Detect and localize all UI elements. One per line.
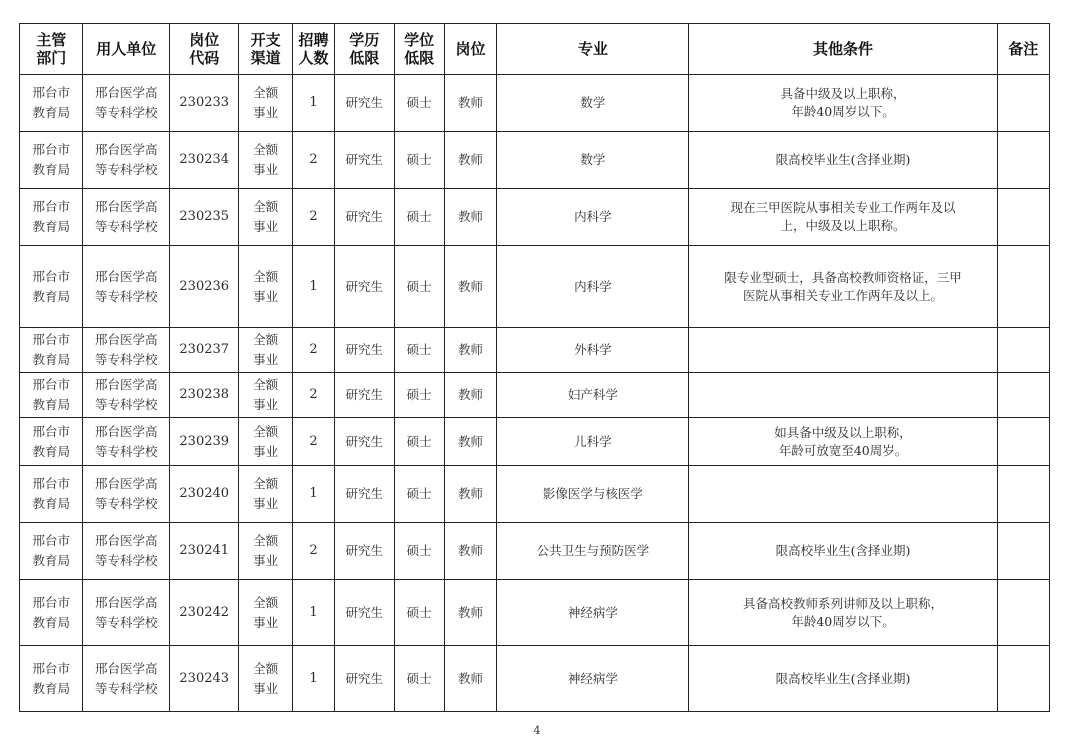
- cell-degree-text: 硕士: [406, 670, 432, 686]
- cell-code: [170, 246, 239, 328]
- cell-degree: [394, 75, 444, 132]
- cell-dept-text: 邢台市 教育局: [32, 594, 70, 630]
- cell-count: [292, 246, 334, 328]
- cell-education: [335, 418, 394, 466]
- header-count: 招聘 人数: [292, 24, 334, 75]
- cell-post-text: 教师: [457, 433, 483, 449]
- cell-dept: [20, 466, 83, 523]
- cell-channel-text: 全额 事业: [253, 199, 279, 234]
- cell-degree: [394, 246, 444, 328]
- cell-unit: [83, 328, 170, 373]
- cell-channel: [239, 246, 292, 328]
- cell-education-text: 研究生: [345, 433, 384, 449]
- cell-conditions: [689, 328, 997, 373]
- cell-remark: [997, 418, 1049, 466]
- cell-code-text: 230235: [179, 209, 230, 224]
- cell-remark: [997, 580, 1049, 646]
- cell-count: [292, 580, 334, 646]
- cell-post: [444, 373, 496, 418]
- table-row: [20, 418, 1050, 466]
- cell-major: [497, 466, 689, 523]
- table-row: [20, 246, 1050, 328]
- table-row: [20, 75, 1050, 132]
- cell-major-text: 神经病学: [567, 604, 618, 620]
- cell-education-text: 研究生: [345, 604, 384, 620]
- cell-channel: [239, 466, 292, 523]
- cell-degree-text: 硕士: [406, 278, 432, 294]
- cell-post-text: 教师: [457, 486, 483, 501]
- header-major: 专业: [497, 24, 689, 75]
- cell-count: [292, 189, 334, 246]
- cell-education-text: 研究生: [345, 209, 384, 224]
- cell-code: [170, 466, 239, 523]
- cell-dept-text: 邢台市 教育局: [32, 660, 70, 696]
- cell-degree: [394, 418, 444, 466]
- cell-dept: [20, 75, 83, 132]
- table-row: [20, 523, 1050, 580]
- cell-count: [292, 75, 334, 132]
- cell-channel: [239, 418, 292, 466]
- cell-channel: [239, 75, 292, 132]
- cell-dept-text: 邢台市 教育局: [32, 268, 70, 304]
- cell-post-text: 教师: [457, 387, 483, 402]
- cell-major-text: 儿科学: [574, 433, 612, 449]
- header-remark: 备注: [997, 24, 1049, 75]
- cell-education-text: 研究生: [345, 670, 384, 686]
- cell-channel: [239, 328, 292, 373]
- cell-dept-text: 邢台市 教育局: [32, 199, 70, 234]
- cell-dept-text: 邢台市 教育局: [32, 85, 70, 120]
- cell-count: [292, 523, 334, 580]
- cell-dept: [20, 328, 83, 373]
- cell-unit-text: 邢台医学高 等专科学校: [94, 476, 158, 511]
- cell-code-text: 230236: [179, 278, 230, 294]
- table-row: [20, 189, 1050, 246]
- cell-channel-text: 全额 事业: [253, 660, 279, 696]
- cell-major: [497, 132, 689, 189]
- cell-count: [292, 418, 334, 466]
- cell-dept-text: 邢台市 教育局: [32, 476, 70, 511]
- cell-unit: [83, 246, 170, 328]
- cell-post: [444, 132, 496, 189]
- cell-degree-text: 硕士: [406, 342, 432, 357]
- page-number: 4: [533, 724, 541, 737]
- cell-conditions: [689, 75, 997, 132]
- cell-degree-text: 硕士: [406, 486, 432, 501]
- cell-education: [335, 466, 394, 523]
- cell-unit: [83, 580, 170, 646]
- table-row: [20, 580, 1050, 646]
- cell-count-text: 2: [309, 342, 318, 357]
- cell-channel: [239, 189, 292, 246]
- cell-conditions: [689, 189, 997, 246]
- cell-major: [497, 373, 689, 418]
- cell-conditions: [689, 246, 997, 328]
- cell-education: [335, 523, 394, 580]
- cell-major-text: 外科学: [574, 342, 612, 357]
- cell-count-text: 2: [309, 209, 318, 224]
- cell-conditions-text: 具备高校教师系列讲师及以上职称， 年龄40周岁以下。: [743, 595, 944, 629]
- cell-unit: [83, 189, 170, 246]
- cell-post: [444, 328, 496, 373]
- cell-remark: [997, 132, 1049, 189]
- cell-code-text: 230242: [179, 604, 230, 620]
- cell-post: [444, 580, 496, 646]
- cell-degree: [394, 646, 444, 712]
- cell-post: [444, 523, 496, 580]
- cell-education: [335, 189, 394, 246]
- recruitment-table: [19, 23, 1050, 712]
- cell-code: [170, 418, 239, 466]
- cell-post-text: 教师: [457, 604, 483, 620]
- cell-dept-text: 邢台市 教育局: [32, 533, 70, 568]
- cell-code-text: 230238: [179, 387, 230, 402]
- cell-channel-text: 全额 事业: [253, 476, 279, 511]
- cell-unit-text: 邢台医学高 等专科学校: [94, 533, 158, 568]
- cell-code: [170, 523, 239, 580]
- cell-count-text: 2: [309, 152, 318, 167]
- cell-count-text: 1: [309, 604, 318, 620]
- cell-dept-text: 邢台市 教育局: [32, 142, 70, 177]
- cell-conditions: [689, 523, 997, 580]
- cell-unit: [83, 466, 170, 523]
- header-education: 学历 低限: [335, 24, 394, 75]
- cell-dept: [20, 580, 83, 646]
- cell-unit-text: 邢台医学高 等专科学校: [94, 423, 158, 459]
- header-post: 岗位: [444, 24, 496, 75]
- cell-education: [335, 580, 394, 646]
- cell-channel: [239, 580, 292, 646]
- cell-channel-text: 全额 事业: [253, 377, 279, 412]
- cell-post-text: 教师: [457, 278, 483, 294]
- cell-post: [444, 646, 496, 712]
- header-degree: 学位 低限: [394, 24, 444, 75]
- table-body: [20, 75, 1050, 712]
- cell-unit-text: 邢台医学高 等专科学校: [94, 142, 158, 177]
- cell-conditions-text: 现在三甲医院从事相关专业工作两年及以 上，中级及以上职称。: [730, 200, 956, 233]
- cell-dept: [20, 523, 83, 580]
- cell-code: [170, 646, 239, 712]
- cell-remark: [997, 646, 1049, 712]
- cell-degree: [394, 373, 444, 418]
- cell-post: [444, 466, 496, 523]
- cell-channel-text: 全额 事业: [253, 332, 279, 367]
- cell-unit: [83, 523, 170, 580]
- cell-channel-text: 全额 事业: [253, 268, 279, 304]
- cell-remark: [997, 466, 1049, 523]
- cell-major: [497, 418, 689, 466]
- cell-code: [170, 328, 239, 373]
- cell-post-text: 教师: [457, 95, 483, 110]
- cell-count-text: 1: [309, 278, 318, 294]
- cell-conditions: [689, 418, 997, 466]
- cell-dept: [20, 189, 83, 246]
- cell-count-text: 2: [309, 387, 318, 402]
- cell-major-text: 神经病学: [567, 670, 618, 686]
- cell-degree-text: 硕士: [406, 387, 432, 402]
- cell-remark: [997, 373, 1049, 418]
- cell-code-text: 230239: [179, 433, 230, 449]
- cell-unit: [83, 132, 170, 189]
- cell-count: [292, 328, 334, 373]
- cell-conditions-text: 限高校毕业生(含择业期): [775, 543, 911, 558]
- cell-degree: [394, 328, 444, 373]
- cell-post-text: 教师: [457, 670, 483, 686]
- cell-conditions: [689, 466, 997, 523]
- cell-unit-text: 邢台医学高 等专科学校: [94, 332, 158, 367]
- cell-post-text: 教师: [457, 152, 483, 167]
- cell-degree-text: 硕士: [406, 209, 432, 224]
- cell-dept-text: 邢台市 教育局: [32, 332, 70, 367]
- cell-code-text: 230240: [179, 486, 230, 501]
- cell-degree: [394, 132, 444, 189]
- cell-education: [335, 132, 394, 189]
- cell-channel-text: 全额 事业: [253, 142, 279, 177]
- cell-remark: [997, 189, 1049, 246]
- cell-channel: [239, 373, 292, 418]
- cell-education-text: 研究生: [345, 342, 384, 357]
- cell-major-text: 数学: [580, 95, 606, 110]
- cell-dept: [20, 132, 83, 189]
- cell-count: [292, 132, 334, 189]
- cell-count: [292, 373, 334, 418]
- cell-unit-text: 邢台医学高 等专科学校: [94, 377, 158, 412]
- cell-dept: [20, 246, 83, 328]
- cell-education-text: 研究生: [345, 543, 384, 558]
- cell-code: [170, 580, 239, 646]
- cell-code: [170, 132, 239, 189]
- cell-conditions: [689, 132, 997, 189]
- cell-major-text: 影像医学与核医学: [542, 486, 643, 501]
- cell-channel-text: 全额 事业: [253, 594, 279, 630]
- cell-degree: [394, 189, 444, 246]
- cell-major-text: 内科学: [574, 209, 612, 224]
- cell-code-text: 230237: [179, 342, 230, 357]
- cell-unit-text: 邢台医学高 等专科学校: [94, 660, 158, 696]
- cell-education-text: 研究生: [345, 152, 384, 167]
- cell-channel-text: 全额 事业: [253, 85, 279, 120]
- cell-dept: [20, 646, 83, 712]
- header-channel: 开支 渠道: [239, 24, 292, 75]
- header-row: [20, 24, 1050, 75]
- cell-remark: [997, 523, 1049, 580]
- cell-major: [497, 580, 689, 646]
- cell-unit: [83, 75, 170, 132]
- cell-channel-text: 全额 事业: [253, 533, 279, 568]
- cell-conditions-text: 如具备中级及以上职称， 年龄可放宽至40周岁。: [774, 424, 912, 458]
- cell-count-text: 1: [309, 486, 318, 501]
- header-dept: 主管 部门: [20, 24, 83, 75]
- cell-major: [497, 189, 689, 246]
- cell-degree: [394, 580, 444, 646]
- cell-degree: [394, 523, 444, 580]
- cell-channel: [239, 132, 292, 189]
- cell-conditions-text: 限高校毕业生(含择业期): [775, 670, 911, 686]
- cell-education: [335, 75, 394, 132]
- header-unit: 用人单位: [83, 24, 170, 75]
- header-code: 岗位 代码: [170, 24, 239, 75]
- cell-code-text: 230233: [179, 95, 230, 110]
- cell-conditions-text: 限专业型硕士，具备高校教师资格证，三甲 医院从事相关专业工作两年及以上。: [724, 269, 962, 303]
- cell-degree-text: 硕士: [406, 543, 432, 558]
- cell-major-text: 妇产科学: [567, 387, 618, 402]
- cell-major: [497, 75, 689, 132]
- cell-major-text: 内科学: [574, 278, 612, 294]
- cell-unit-text: 邢台医学高 等专科学校: [94, 85, 158, 120]
- cell-education: [335, 373, 394, 418]
- cell-major-text: 数学: [580, 152, 606, 167]
- cell-education: [335, 646, 394, 712]
- cell-education-text: 研究生: [345, 486, 384, 501]
- cell-post: [444, 246, 496, 328]
- cell-code-text: 230234: [179, 152, 230, 167]
- cell-code-text: 230241: [179, 543, 230, 558]
- cell-unit: [83, 646, 170, 712]
- cell-education: [335, 246, 394, 328]
- cell-remark: [997, 75, 1049, 132]
- cell-code-text: 230243: [179, 670, 230, 686]
- cell-unit: [83, 373, 170, 418]
- cell-conditions: [689, 646, 997, 712]
- cell-unit-text: 邢台医学高 等专科学校: [94, 594, 158, 630]
- cell-remark: [997, 246, 1049, 328]
- cell-post-text: 教师: [457, 342, 483, 357]
- cell-conditions: [689, 373, 997, 418]
- cell-conditions-text: 具备中级及以上职称， 年龄40周岁以下。: [780, 86, 906, 119]
- cell-post-text: 教师: [457, 209, 483, 224]
- cell-post: [444, 189, 496, 246]
- cell-post: [444, 75, 496, 132]
- cell-unit-text: 邢台医学高 等专科学校: [94, 199, 158, 234]
- cell-post: [444, 418, 496, 466]
- table-row: [20, 373, 1050, 418]
- table-row: [20, 328, 1050, 373]
- cell-degree-text: 硕士: [406, 152, 432, 167]
- cell-major: [497, 328, 689, 373]
- cell-count-text: 2: [309, 543, 318, 558]
- cell-code: [170, 373, 239, 418]
- cell-conditions: [689, 580, 997, 646]
- cell-count: [292, 466, 334, 523]
- cell-dept: [20, 373, 83, 418]
- cell-channel: [239, 646, 292, 712]
- cell-dept-text: 邢台市 教育局: [32, 377, 70, 412]
- cell-unit-text: 邢台医学高 等专科学校: [94, 268, 158, 304]
- table-row: [20, 132, 1050, 189]
- cell-dept-text: 邢台市 教育局: [32, 423, 70, 459]
- table-row: [20, 646, 1050, 712]
- cell-channel-text: 全额 事业: [253, 423, 279, 459]
- header-conditions: 其他条件: [689, 24, 997, 75]
- cell-major-text: 公共卫生与预防医学: [536, 543, 650, 558]
- cell-education-text: 研究生: [345, 387, 384, 402]
- cell-dept: [20, 418, 83, 466]
- cell-education-text: 研究生: [345, 95, 384, 110]
- cell-count-text: 2: [309, 433, 318, 449]
- cell-code: [170, 75, 239, 132]
- cell-count-text: 1: [309, 670, 318, 686]
- cell-degree-text: 硕士: [406, 604, 432, 620]
- cell-major: [497, 246, 689, 328]
- cell-count: [292, 646, 334, 712]
- cell-conditions-text: 限高校毕业生(含择业期): [775, 152, 911, 167]
- cell-degree-text: 硕士: [406, 433, 432, 449]
- cell-unit: [83, 418, 170, 466]
- cell-channel: [239, 523, 292, 580]
- cell-major: [497, 523, 689, 580]
- cell-degree: [394, 466, 444, 523]
- table-row: [20, 466, 1050, 523]
- cell-education: [335, 328, 394, 373]
- cell-code: [170, 189, 239, 246]
- cell-count-text: 1: [309, 95, 318, 110]
- cell-remark: [997, 328, 1049, 373]
- cell-degree-text: 硕士: [406, 95, 432, 110]
- cell-post-text: 教师: [457, 543, 483, 558]
- cell-education-text: 研究生: [345, 278, 384, 294]
- cell-major: [497, 646, 689, 712]
